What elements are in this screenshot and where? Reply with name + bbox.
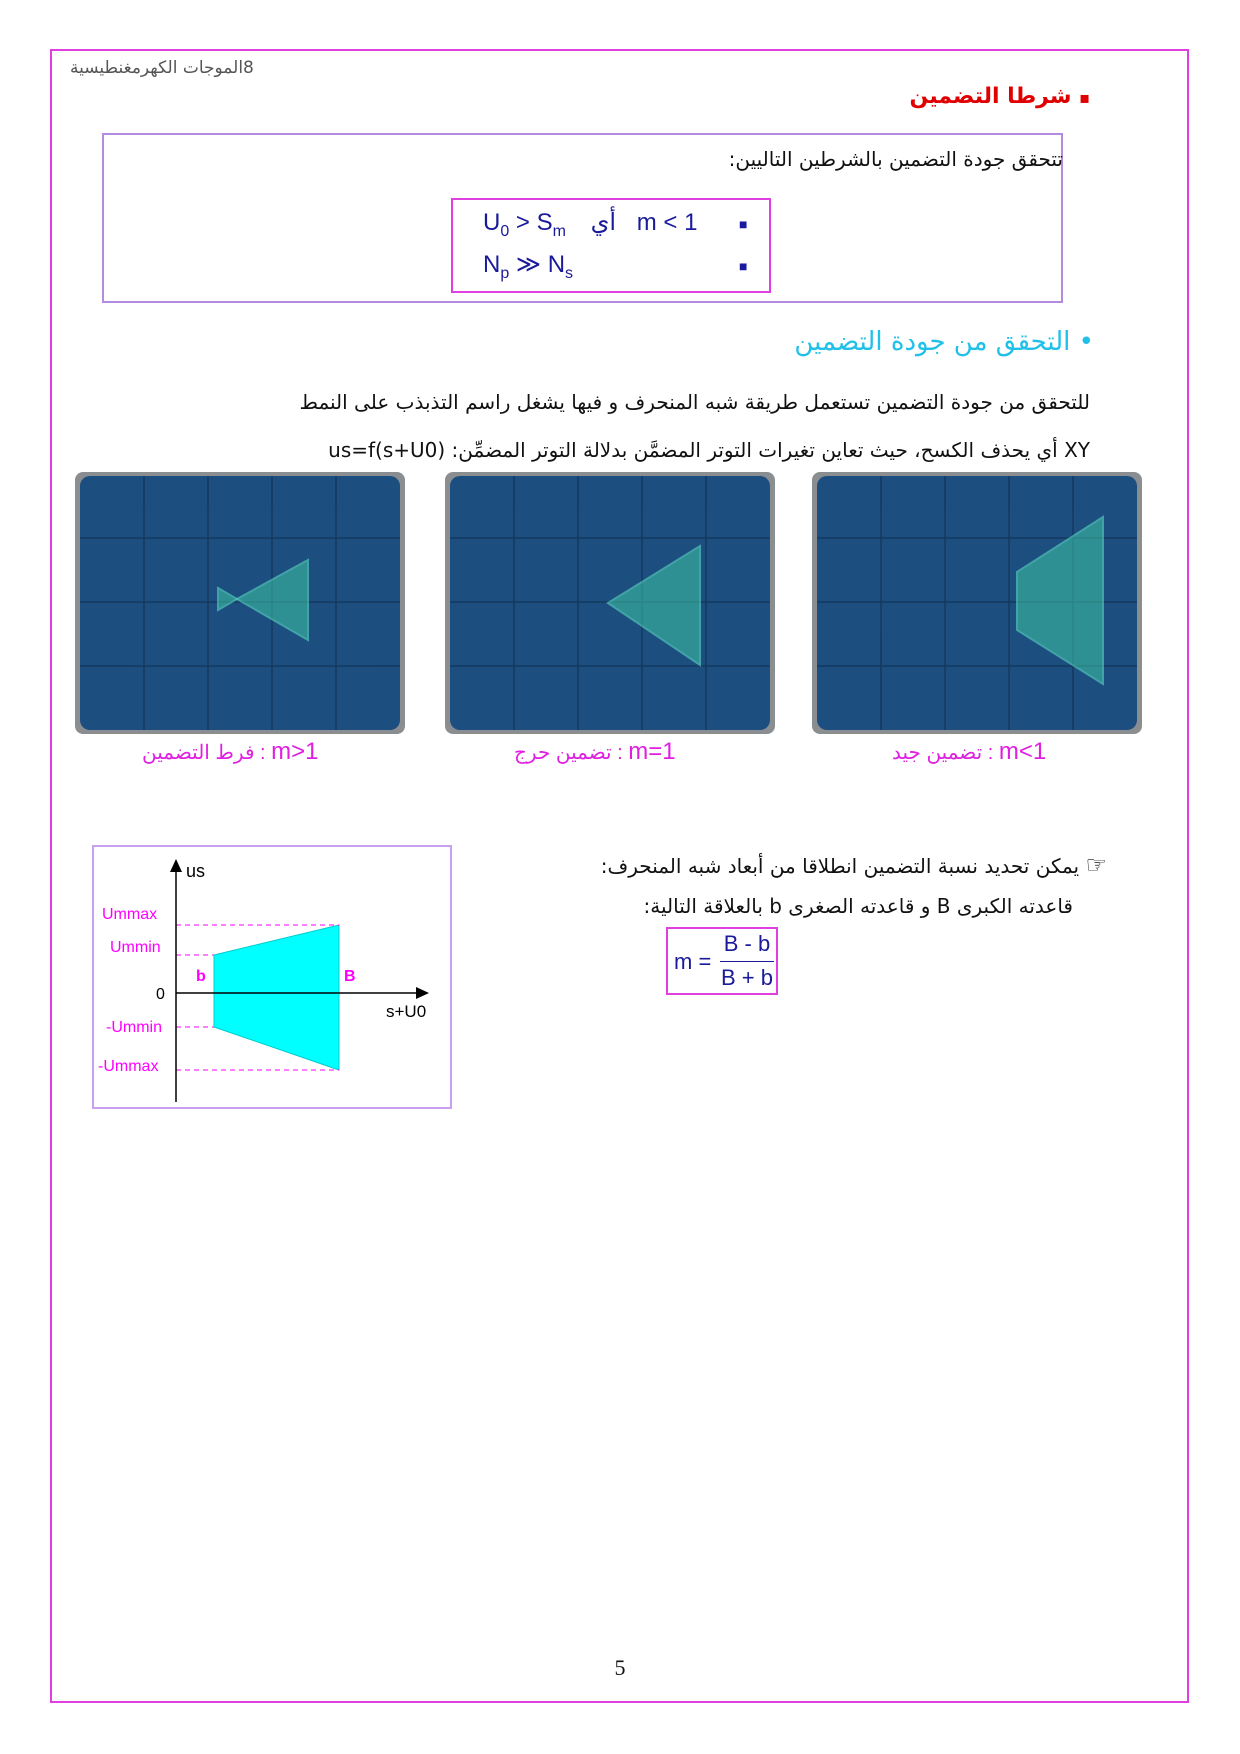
header-title: 8الموجات الكهرمغنطيسية bbox=[70, 58, 254, 78]
note-line-1: ☞ يمكن تحديد نسبة التضمين انطلاقا من أبعاد شبه المنحرف: bbox=[600, 851, 1107, 879]
paragraph-line-1: للتحقق من جودة التضمين تستعمل طريقة شبه المنحرف و فيها يشغل راسم التذبذب على النمط bbox=[299, 390, 1090, 414]
section-heading-modulation-conditions bbox=[910, 84, 1090, 109]
label-neg-ummax: -Ummax bbox=[98, 1058, 159, 1075]
label-small-base: b bbox=[196, 968, 206, 985]
fraction-bar bbox=[720, 961, 774, 962]
label-ummax: Ummax bbox=[102, 906, 158, 923]
zero-label: 0 bbox=[156, 986, 165, 1003]
y-axis-label: us bbox=[186, 861, 206, 881]
page-number: 5 bbox=[614, 1655, 626, 1680]
bullet-icon: ▪ bbox=[1079, 88, 1090, 107]
square-bullet-icon: ■ bbox=[739, 216, 748, 232]
bullet-icon: • bbox=[1078, 327, 1094, 357]
pointing-hand-icon: ☞ bbox=[1085, 851, 1107, 879]
trapezoid-diagram bbox=[92, 845, 452, 1109]
caption-overmodulation: m>1 : فرط التضمين bbox=[142, 738, 319, 765]
caption-good-modulation: m<1 : تضمين جيد bbox=[892, 738, 1047, 765]
caption-critical-modulation: m=1 : تضمين حرج bbox=[514, 738, 676, 765]
x-axis-label: s+U0 bbox=[386, 1002, 427, 1021]
formula-numerator: B - b bbox=[723, 931, 771, 956]
label-large-base: B bbox=[344, 968, 356, 985]
formula-lhs: m = bbox=[674, 949, 712, 974]
condition-2: $N_p$ ≫ $N_s$ ■ bbox=[483, 251, 748, 282]
condition-1: $U_0 > S_m$ أي m < 1 ■ bbox=[483, 209, 748, 240]
paragraph-line-2: XY أي يحذف الكسح، حيث تعاين تغيرات التوتر المضمَّن بدلالة التوتر المضمِّن: us=f(s+U0) bbox=[328, 438, 1090, 462]
scope-overmodulation bbox=[75, 472, 405, 734]
scope-critical-modulation bbox=[445, 472, 775, 734]
formula-denominator: B + b bbox=[721, 965, 773, 990]
modulation-index-formula bbox=[666, 927, 778, 995]
square-bullet-icon: ■ bbox=[739, 258, 748, 274]
note-line-2: قاعدته الكبرى B و قاعدته الصغرى b بالعلاقة التالية: bbox=[643, 894, 1073, 918]
scope-good-modulation bbox=[812, 472, 1142, 734]
section-heading-quality-check bbox=[794, 327, 1094, 357]
label-ummin: Ummin bbox=[110, 939, 161, 956]
section-title: شرطا التضمين bbox=[909, 84, 1072, 109]
conditions-intro: تتحقق جودة التضمين بالشرطين التاليين: bbox=[728, 147, 1063, 171]
trapezoid-note bbox=[601, 845, 1107, 926]
label-neg-ummin: -Ummin bbox=[106, 1019, 162, 1036]
conditions-inner-box bbox=[451, 198, 771, 293]
section-title: التحقق من جودة التضمين bbox=[794, 327, 1071, 357]
method-paragraph bbox=[90, 378, 1090, 474]
